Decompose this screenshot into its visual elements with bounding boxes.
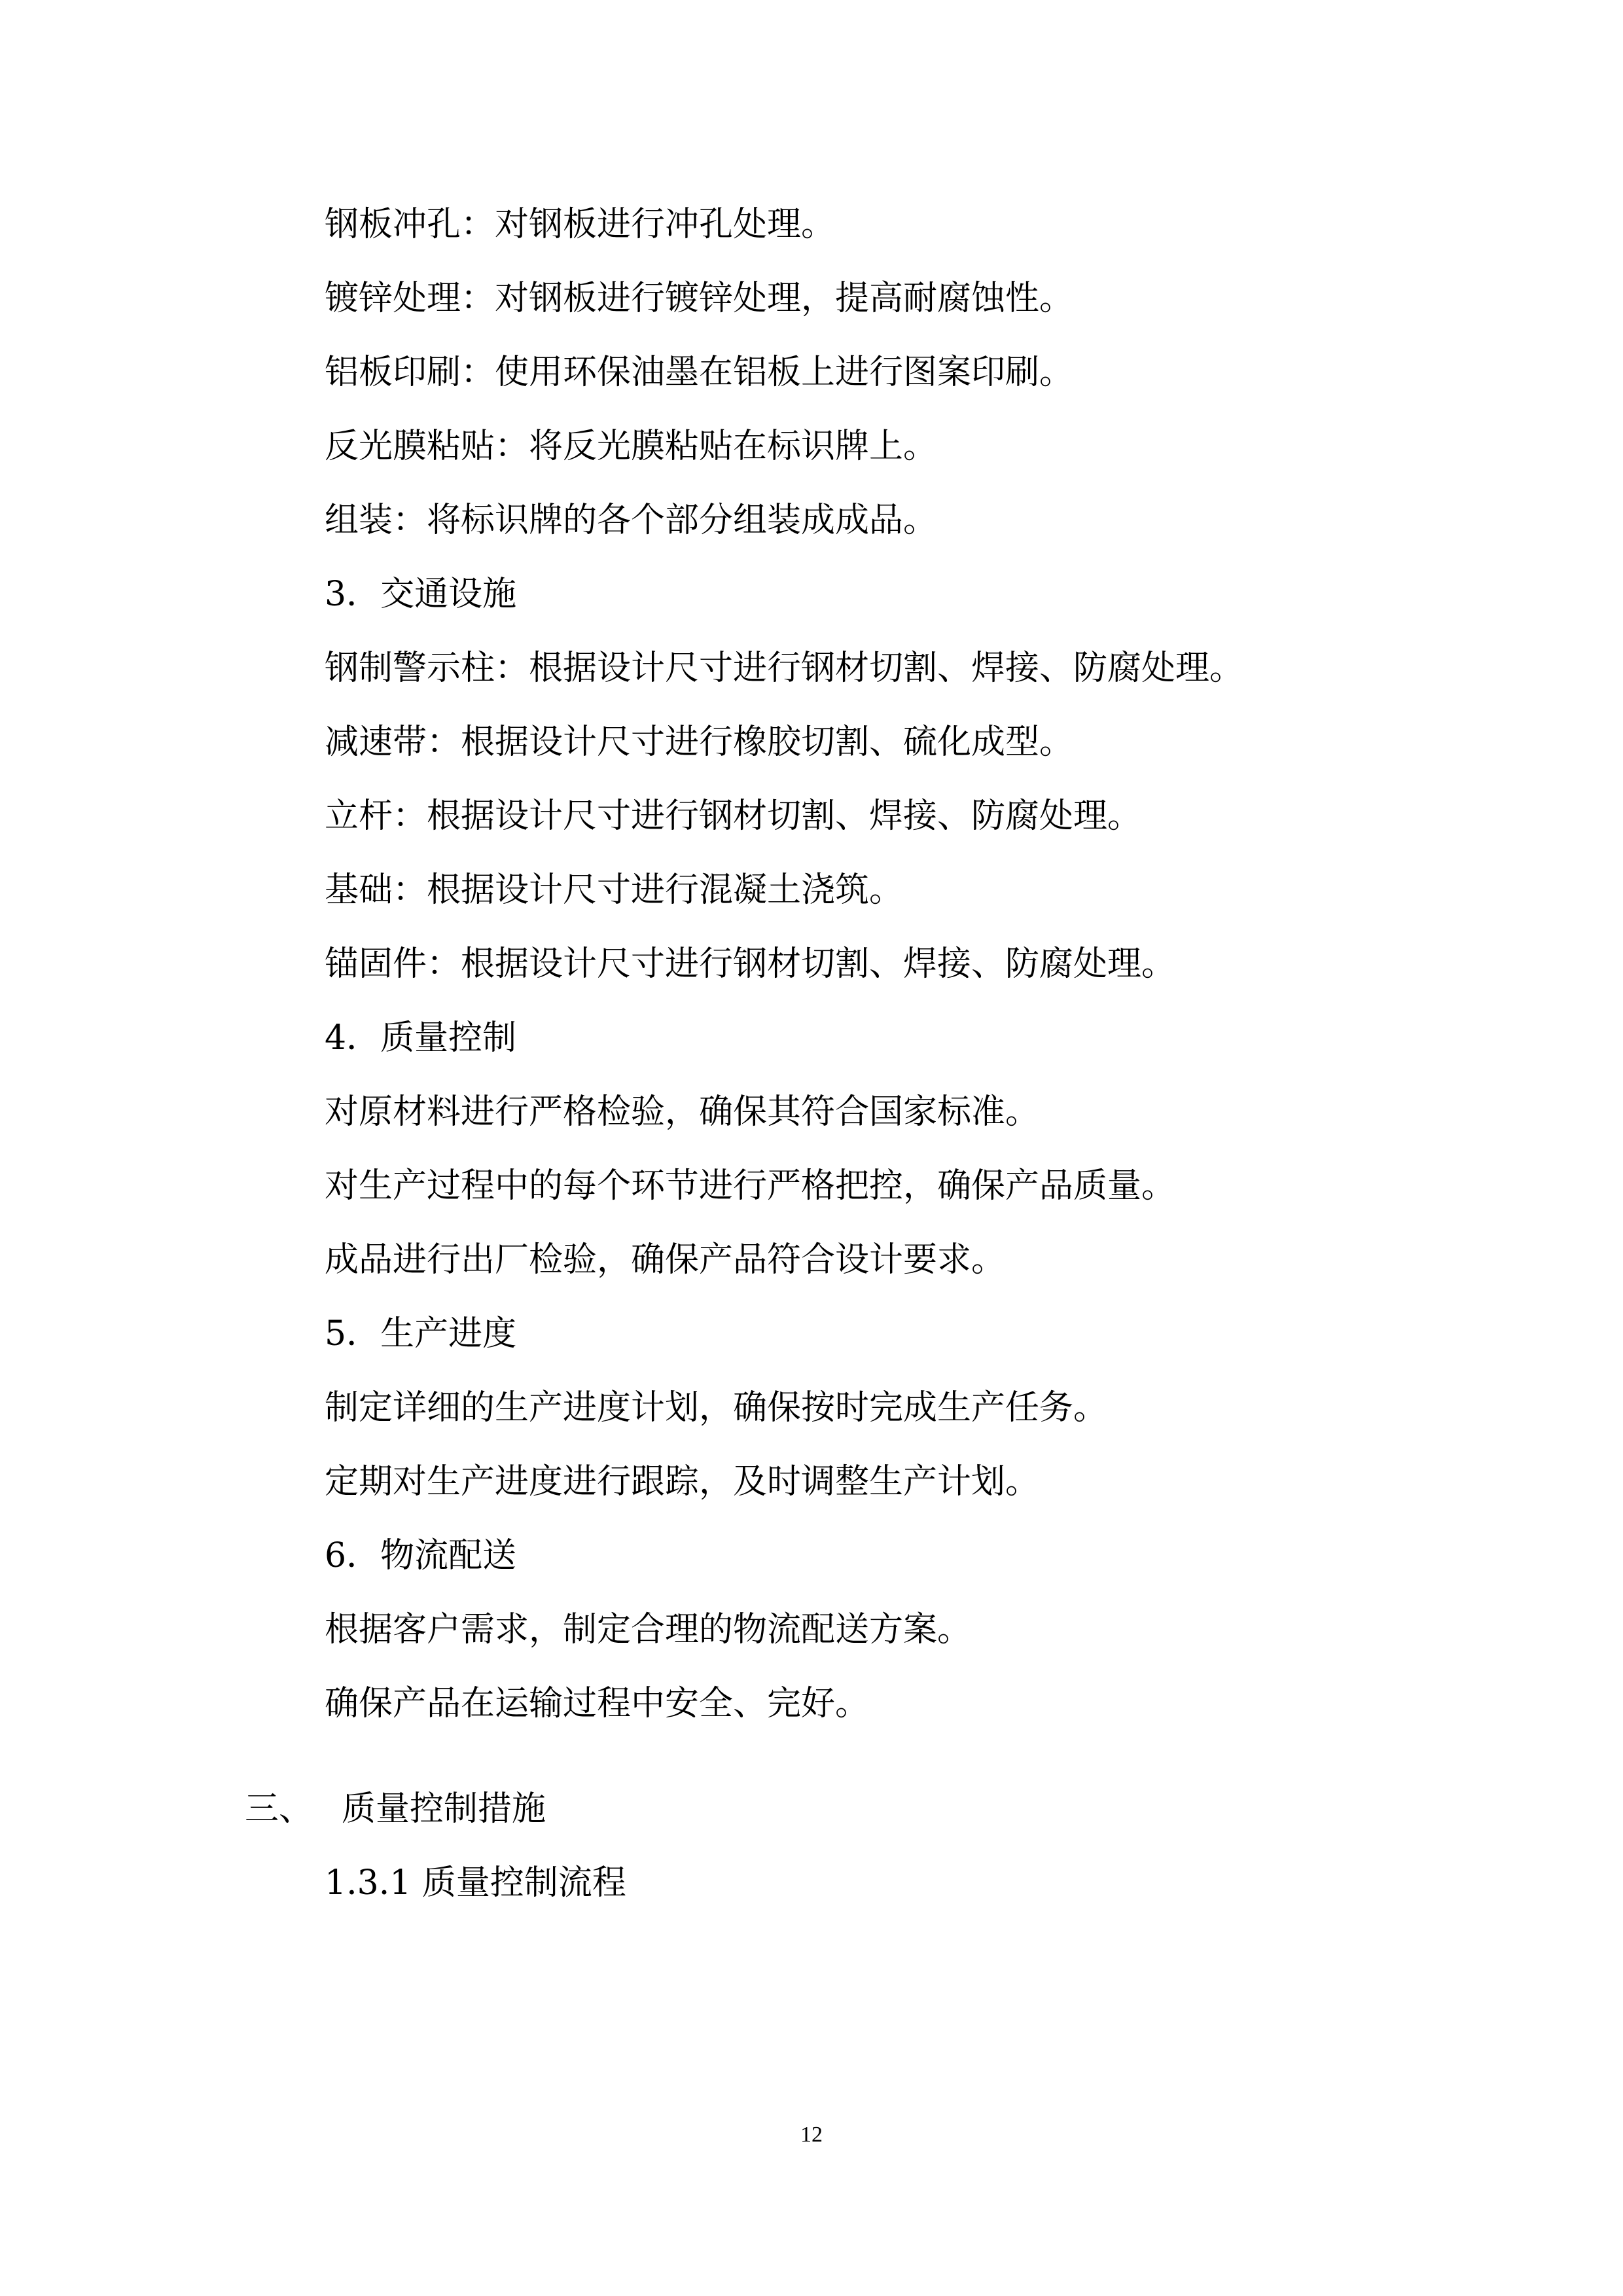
body-line: 钢板冲孔：对钢板进行冲孔处理。 (325, 205, 836, 244)
body-line: 立杆：根据设计尺寸进行钢材切割、焊接、防腐处理。 (325, 797, 1142, 836)
body-line: 反光膜粘贴：将反光膜粘贴在标识牌上。 (325, 427, 938, 466)
subheading-production-schedule: 5．生产进度 (325, 1314, 517, 1354)
body-line: 镀锌处理：对钢板进行镀锌处理，提高耐腐蚀性。 (325, 279, 1074, 318)
body-line: 成品进行出厂检验，确保产品符合设计要求。 (325, 1240, 1006, 1280)
body-line: 铝板印刷：使用环保油墨在铝板上进行图案印刷。 (325, 353, 1074, 392)
body-line: 制定详细的生产进度计划，确保按时完成生产任务。 (325, 1388, 1108, 1427)
body-line: 减速带：根据设计尺寸进行橡胶切割、硫化成型。 (325, 723, 1074, 762)
body-line: 对原材料进行严格检验，确保其符合国家标准。 (325, 1092, 1040, 1132)
subheading-traffic-facilities: 3．交通设施 (325, 575, 517, 614)
subheading-logistics: 6．物流配送 (325, 1536, 517, 1575)
body-line: 根据客户需求，制定合理的物流配送方案。 (325, 1610, 972, 1649)
body-line: 对生产过程中的每个环节进行严格把控，确保产品质量。 (325, 1166, 1176, 1206)
subheading-quality-control: 4．质量控制 (325, 1018, 517, 1058)
section-heading (245, 1789, 546, 1829)
subsection-heading: 1.3.1 质量控制流程 (325, 1863, 626, 1903)
page-number: 12 (800, 2123, 823, 2147)
section-number: 三、 (245, 1789, 313, 1829)
body-line: 钢制警示柱：根据设计尺寸进行钢材切割、焊接、防腐处理。 (325, 649, 1244, 688)
body-line: 基础：根据设计尺寸进行混凝土浇筑。 (325, 870, 904, 910)
body-line: 确保产品在运输过程中安全、完好。 (325, 1684, 870, 1723)
body-line: 组装：将标识牌的各个部分组装成成品。 (325, 501, 938, 540)
body-line: 定期对生产进度进行跟踪，及时调整生产计划。 (325, 1462, 1040, 1501)
section-title: 质量控制措施 (342, 1789, 546, 1829)
body-line: 锚固件：根据设计尺寸进行钢材切割、焊接、防腐处理。 (325, 944, 1176, 984)
